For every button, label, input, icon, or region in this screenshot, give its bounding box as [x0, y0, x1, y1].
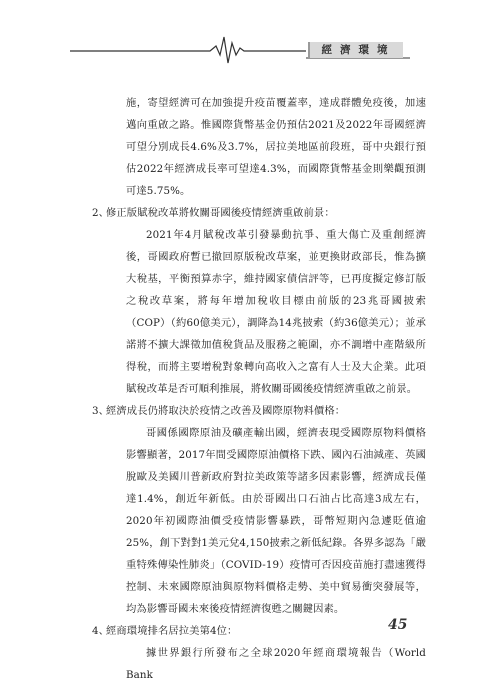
page-number: 45: [388, 617, 408, 633]
heading-item-3: [92, 400, 426, 422]
paragraph-tax-reform: 2021年4月賦稅改革引發暴動抗爭、重大傷亡及重創經濟後，哥國政府暫已撤回原版稅改草案，並更換財政部長，惟為擴大稅基，平衡預算赤字，維持國家債信評等，已再度擬定修訂版之稅改草案，將每年增加稅收目標由前版的23兆哥國披索（COP）（約60億美元），調降為14兆披索（約36億美元）；並承諾將不擴大課徵加值稅貨品及服務之範圍，亦不調增中產階級所得稅，而將主要增稅對象轉向高收入之富有人士及大企業。此項賦稅改革是否可順利推展，將攸關哥國後疫情經濟重啟之前景。: [126, 229, 426, 395]
paragraph-economic-growth: 哥國係國際原油及礦產輸出國，經濟表現受國際原物料價格影響顯著，2017年間受國際原油價格下跌、國內石油減產、英國脫歐及美國川普新政府對拉美政策等諸多因素影響，經濟成長僅達1.4%，創近年新低。由於哥國出口石油占比高達3成左右，2020年初國際油價受疫情影響暴跌，哥幣短期內急遽貶值逾25%，創下對對1美元兌4,150披索之新低紀錄。各界多認為「嚴重特殊傳染性肺炎」（COVID-19）疫情可否因疫苗施打盡速獲得控制、未來國際原油與原物料價格走勢、美中貿易衝突發展等，均為影響哥國未來後疫情經濟復甦之關鍵因素。: [126, 427, 426, 615]
heading-number: 2、: [92, 207, 110, 219]
body-text: [92, 92, 426, 686]
heartbeat-rule-icon: [0, 0, 480, 80]
heading-item-4: [92, 620, 426, 642]
heading-text: 經商環境排名居拉美第4位：: [106, 625, 238, 637]
heading-text: 經濟成長仍將取決於疫情之改善及國際原物料價格：: [106, 405, 346, 417]
heading-number: 3、: [92, 405, 110, 417]
paragraph-continuation: 施，寄望經濟可在加強提升疫苗覆蓋率，達成群體免疫後，加速邁向重啟之路。惟國際貨幣基金仍預估2021及2022年哥國經濟可望分別成長4.6%及3.7%，居拉美地區前段班，哥中央銀行預估2022年經濟成長率可望達4.3%，而國際貨幣基金則樂觀預測可達5.75%。: [126, 97, 426, 197]
heading-number: 4、: [92, 625, 110, 637]
heading-text: 修正版賦稅改革將攸關哥國後疫情經濟重啟前景：: [106, 207, 335, 219]
section-label: 經濟環境: [308, 42, 403, 58]
heading-item-2: [92, 202, 426, 224]
page-header: [0, 0, 480, 80]
paragraph-business-environment: 據世界銀行所發布之全球2020年經商環境報告（World Bank: [126, 647, 426, 681]
